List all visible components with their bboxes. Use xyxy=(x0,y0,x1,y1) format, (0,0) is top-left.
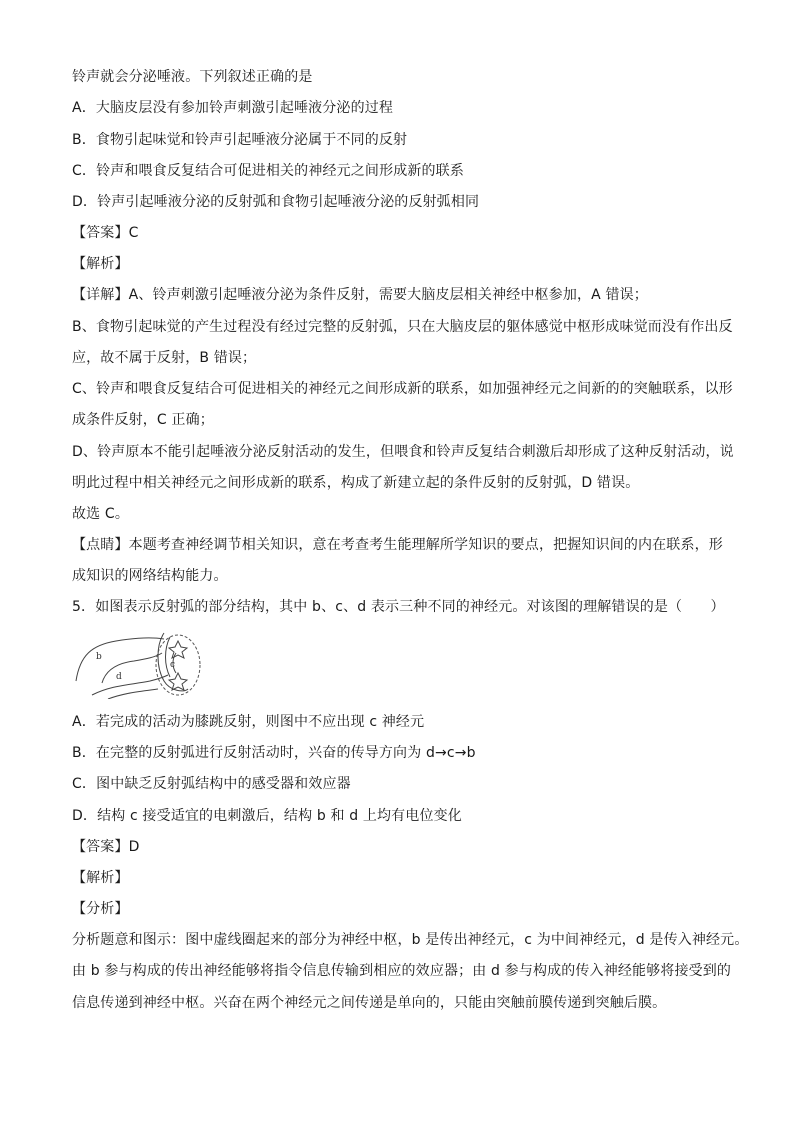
figure-label-b: b xyxy=(96,652,102,662)
q4-detail-line: 【详解】A、铃声刺激引起唾液分泌为条件反射，需要大脑皮层相关神经中枢参加，A 错误； xyxy=(72,287,648,303)
q4-option-c: C．铃声和喂食反复结合可促进相关的神经元之间形成新的联系 xyxy=(72,163,464,179)
gray-matter-curve xyxy=(166,637,171,677)
q4-answer-value: C xyxy=(128,225,139,241)
q5-option-b: B．在完整的反射弧进行反射活动时，兴奋的传导方向为 d→c→b xyxy=(72,745,476,761)
answer-tag: 【答案】 xyxy=(72,225,129,241)
answer-tag: 【答案】 xyxy=(72,839,129,855)
q5-answer-line xyxy=(72,837,140,857)
q5-fenxi-tag: 【分析】 xyxy=(72,901,129,917)
question-4-stem-tail: 铃声就会分泌唾液。下列叙述正确的是 xyxy=(72,69,313,85)
q5-answer-value: D xyxy=(128,839,140,855)
q4-detail-line: 明此过程中相关神经元之间形成新的联系，构成了新建立起的条件反射的反射弧，D 错误。 xyxy=(72,475,640,491)
q5-analysis-tag: 【解析】 xyxy=(72,870,129,886)
q4-detail-line: 应，故不属于反射，B 错误； xyxy=(72,350,257,366)
reflex-arc-diagram xyxy=(72,623,208,699)
q5-option-c: C．图中缺乏反射弧结构中的感受器和效应器 xyxy=(72,776,351,792)
figure-label-c: c xyxy=(170,660,176,670)
q4-detail-line: D、铃声原本不能引起唾液分泌反射活动的发生，但喂食和铃声反复结合刺激后却形成了这种反射活动，说 xyxy=(72,444,734,460)
q5-fenxi-line: 分析题意和图示：图中虚线圈起来的部分为神经中枢，b 是传出神经元，c 为中间神经元，d 是传入神经元。 xyxy=(72,932,749,948)
reflex-arc-figure xyxy=(72,623,208,699)
q5-fenxi-line: 信息传递到神经中枢。兴奋在两个神经元之间传递是单向的，只能由突触前膜传递到突触后膜。 xyxy=(72,995,667,1011)
question-5-stem: 5．如图表示反射弧的部分结构，其中 b、c、d 表示三种不同的神经元。对该图的理解错误的是（ ） xyxy=(72,599,725,615)
q4-detail-line: C、铃声和喂食反复结合可促进相关的神经元之间形成新的联系，如加强神经元之间新的的突触联系，以形 xyxy=(72,381,733,397)
q4-detail-line: 成条件反射，C 正确； xyxy=(72,412,214,428)
neuron-b-inner xyxy=(102,653,162,683)
q4-detail-line: B、食物引起味觉的产生过程没有经过完整的反射弧，只在大脑皮层的躯体感觉中枢形成味觉而没有作出反 xyxy=(72,319,733,335)
q4-option-a: A．大脑皮层没有参加铃声刺激引起唾液分泌的过程 xyxy=(72,100,394,116)
q4-key-point: 【点睛】本题考查神经调节相关知识，意在考查考生能理解所学知识的要点，把握知识间的内在联系，形 xyxy=(72,537,723,553)
neuron-body-lower xyxy=(169,673,187,690)
q4-answer-line xyxy=(72,223,139,243)
nerve-center-dashed-circle xyxy=(156,635,200,695)
neuron-body-upper xyxy=(169,641,187,658)
q4-analysis-tag: 【解析】 xyxy=(72,256,129,272)
q4-key-point: 成知识的网络结构能力。 xyxy=(72,568,228,584)
q4-option-d: D．铃声引起唾液分泌的反射弧和食物引起唾液分泌的反射弧相同 xyxy=(72,194,480,210)
q4-option-b: B．食物引起味觉和铃声引起唾液分泌属于不同的反射 xyxy=(72,132,408,148)
q5-option-a: A．若完成的活动为膝跳反射，则图中不应出现 c 神经元 xyxy=(72,714,425,730)
q4-conclusion: 故选 C。 xyxy=(72,506,129,522)
figure-label-d: d xyxy=(116,672,122,682)
neuron-d-lower xyxy=(108,689,158,699)
q5-fenxi-line: 由 b 参与构成的传出神经能够将指令信息传输到相应的效应器；由 d 参与构成的传入神经能够将接受到的 xyxy=(72,963,732,979)
q5-option-d: D．结构 c 接受适宜的电刺激后，结构 b 和 d 上均有电位变化 xyxy=(72,808,462,824)
